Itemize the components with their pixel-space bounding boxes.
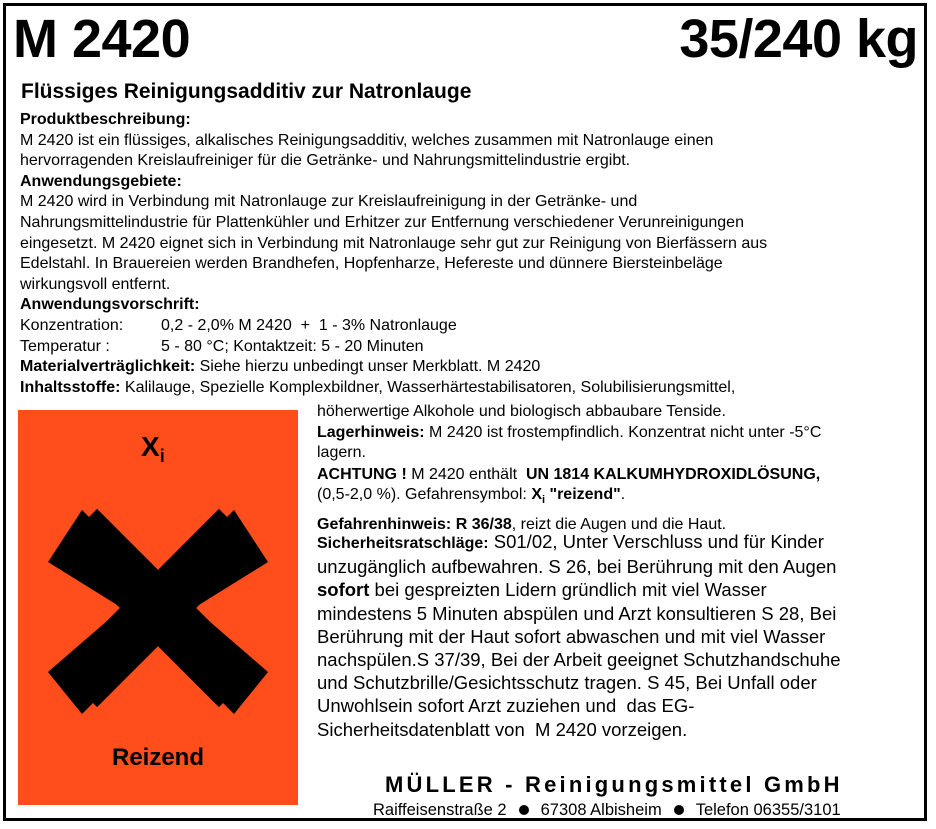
lagerhinweis-line2: lagern. <box>317 444 366 462</box>
anwendungsgebiete-line: Nahrungsmittelindustrie für Plattenkühler und Erhitzer zur Entfernung verschiedener Verunreinigungen <box>20 213 744 231</box>
company-name: MÜLLER - Reinigungsmittel GmbH <box>385 772 843 797</box>
temperatur-row <box>20 337 767 358</box>
achtung-un-number: UN 1814 KALKUMHYDROXIDLÖSUNG, <box>525 465 821 483</box>
sicherheit-line: mindestens 5 Minuten abspülen und Arzt konsultieren S 28, Bei <box>317 602 837 624</box>
sicherheit-line: Sicherheitsratschläge: S01/02, Unter Verschluss und für Kinder <box>317 531 824 552</box>
xi-irritant-cross-icon <box>18 410 298 805</box>
company-address <box>373 800 841 820</box>
material-heading: Materialverträglichkeit: <box>20 358 196 376</box>
temperatur-label: Temperatur : <box>20 337 110 355</box>
gefahrenhinweis-text: , reizt die Augen und die Haut. <box>511 516 727 534</box>
konzentration-label: Konzentration: <box>20 316 124 334</box>
konzentration-value: 0,2 - 2,0% M 2420 + 1 - 3% Natronlauge <box>161 316 457 334</box>
product-weights: 35/240 kg <box>679 9 918 69</box>
achtung-row2 <box>317 485 821 511</box>
sicherheit-line: und Schutzbrille/Gesichtsschutz tragen. S 45, Bei Unfall oder <box>317 672 817 694</box>
right-text-block <box>317 402 821 536</box>
anwendungsgebiete-line: Edelstahl. In Brauereien werden Brandhefen, Hopfenharze, Hefereste und dünnere Biersteinbeläge <box>20 255 723 273</box>
bullet-icon <box>519 805 529 815</box>
sicherheit-heading: Sicherheitsratschläge: <box>317 535 489 552</box>
address-city: 67308 Albisheim <box>540 801 662 819</box>
product-subtitle: Flüssiges Reinigungsadditiv zur Natronlauge <box>21 80 472 103</box>
anwendungsgebiete-line: M 2420 wird in Verbindung mit Natronlauge zur Kreislaufreinigung in der Getränke- und <box>20 193 638 211</box>
konzentration-row <box>20 316 767 337</box>
inhaltsstoffe-heading: Inhaltsstoffe: <box>20 378 121 396</box>
product-code: M 2420 <box>13 9 191 69</box>
anwendungsvorschrift-heading: Anwendungsvorschrift: <box>20 296 200 314</box>
sicherheit-block <box>317 530 897 740</box>
material-row <box>20 357 767 378</box>
produktbeschreibung-heading: Produktbeschreibung: <box>20 111 191 128</box>
sicherheit-line: sofort bei gespreizten Lidern gründlich mit viel Wasser <box>317 579 767 601</box>
hazard-label: Reizend <box>111 744 205 771</box>
address-phone: Telefon 06355/3101 <box>695 801 841 819</box>
achtung-text2: (0,5-2,0 %). Gefahrensymbol: <box>317 486 532 504</box>
inhaltsstoffe-text: Kalilauge, Spezielle Komplexbildner, Wasserhärtestabilisatoren, Solubilisierungsmittel, <box>120 378 736 396</box>
anwendungsgebiete-line: eingesetzt. M 2420 eignet sich in Verbindung mit Natronlauge sehr gut zur Reinigung von Bierfässern aus <box>20 234 768 252</box>
bullet-icon <box>674 805 684 815</box>
hazard-cross-shape <box>48 510 268 714</box>
sicherheit-line: unzugänglich aufbewahren. S 26, bei Berührung mit den Augen <box>317 556 837 578</box>
sicherheit-line: Berührung mit der Haut sofort abwaschen und mit viel Wasser <box>317 625 826 647</box>
lagerhinweis-text: M 2420 ist frostempfindlich. Konzentrat nicht unter -5°C <box>424 423 822 441</box>
achtung-row <box>317 465 821 486</box>
sicherheit-line: nachspülen.S 37/39, Bei der Arbeit geeignet Schutzhandschuhe <box>317 649 841 671</box>
temperatur-value: 5 - 80 °C; Kontaktzeit: 5 - 20 Minuten <box>161 337 424 355</box>
hazard-symbol <box>18 410 298 805</box>
sicherheit-line: Unwohlsein sofort Arzt zuziehen und das EG- <box>317 695 695 717</box>
produktbeschreibung-line: M 2420 ist ein flüssiges, alkalisches Reinigungsadditiv, welches zusammen mit Natronlauge einen <box>20 131 714 149</box>
produktbeschreibung-line: hervorragenden Kreislaufreiniger für die Getränke- und Nahrungsmittelindustrie ergibt. <box>20 152 631 170</box>
lagerhinweis-heading: Lagerhinweis: <box>317 423 425 441</box>
address-street: Raiffeisenstraße 2 <box>373 801 507 819</box>
achtung-text: M 2420 enthält <box>406 465 526 483</box>
sicherheit-line: Sicherheitsdatenblatt von M 2420 vorzeigen. <box>317 718 688 740</box>
upper-text-block <box>20 110 767 398</box>
inhaltsstoffe-row <box>20 378 767 399</box>
anwendungsgebiete-heading: Anwendungsgebiete: <box>20 172 182 190</box>
achtung-symbol: $X_i$ <box>531 486 546 507</box>
inhaltsstoffe-line2: höherwertige Alkohole und biologisch abbaubare Tenside. <box>317 403 726 420</box>
lagerhinweis-row <box>317 423 821 444</box>
anwendungsgebiete-line: wirkungsvoll entfernt. <box>20 275 171 293</box>
gefahrenhinweis-heading: Gefahrenhinweis: R 36/38 <box>317 516 512 534</box>
achtung-reizend: "reizend" <box>545 486 621 504</box>
hazard-code: $X_i$ <box>141 431 165 466</box>
achtung-period: . <box>620 486 626 504</box>
material-text: Siehe hierzu unbedingt unser Merkblatt. M 2420 <box>195 358 541 376</box>
achtung-heading: ACHTUNG ! <box>317 465 407 483</box>
